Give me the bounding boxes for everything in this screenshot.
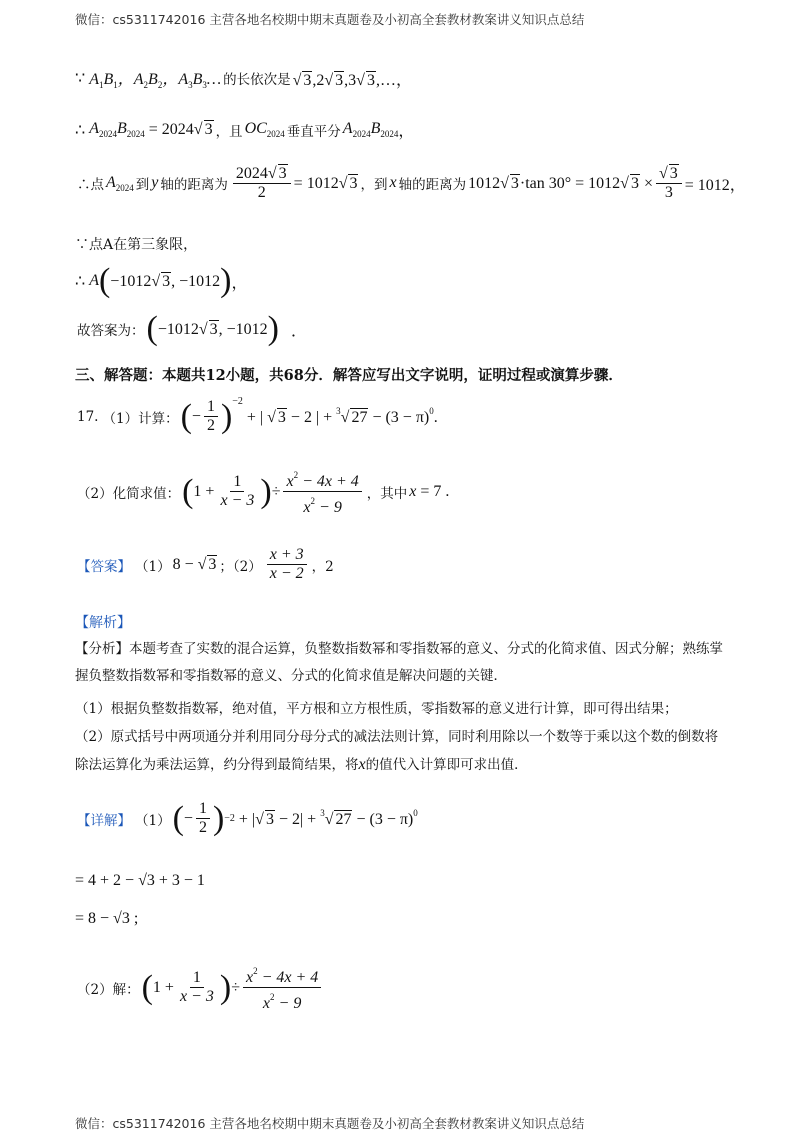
because-symbol: ∵ <box>75 70 90 87</box>
detail-part2: （2）解： ( 1 + $\frac{1}{x - 3}$ ) ÷ $\frac{x^2 - 4x + 4}{x^2 - 9}$ <box>75 962 324 1013</box>
analysis-para3: （2）原式括号中两项通分并利用同分母分式的减法法则计算，同时利用除以一个数等于乘以这个数的倒数将除法运算化为乘法运算，约分得到最简结果，将x的值代入计算即可求出值． <box>75 729 719 773</box>
line-lengths: ∵ $A_1B_1$，$A_2B_2$，$A_3B_3\dots$ 的长依次是 √ 3,2√ 3,3√ 3,…， <box>75 66 412 90</box>
detail-step2: = 8 − √3 ; <box>75 910 139 927</box>
answer-line: 【答案】 （1） 8 − √ 3 ；（2） $\frac{x + 3}{x - 2}$ ，2 <box>77 546 334 582</box>
length-sequence: √ 3,2√ 3,3√ 3,…， <box>292 71 412 89</box>
detail-step1: = 4 + 2 − √3 + 3 − 1 <box>75 872 205 889</box>
line-final-answer: 故答案为： ( −1012√ 3, −1012 ) ． <box>77 310 308 347</box>
analysis-para2: （1）根据负整数指数幂，绝对值，平方根和立方根性质，零指数幂的意义进行计算，即可得出结果； <box>75 701 678 717</box>
line-point-a: ∴ A ( −1012√ 3, −1012 ) ， <box>75 262 248 299</box>
q17-part2: （2）化简求值： ( 1 + $\frac{1}{x - 3}$ ) ÷ $\frac{x^2 - 4x + 4}{x^2 - 9}$ ，其中 x = 7 . <box>75 466 449 517</box>
q17-part1: 17. （1）计算： ( − $\frac{1}{2}$ ) −2 + | √ 3 − 2 | + $^3$√ $27 - (3 - \pi)^0$. <box>77 396 438 435</box>
section-title: 三、解答题：本题共12小题，共68分．解答应写出文字说明，证明过程或演算步骤． <box>75 367 623 384</box>
segment-list: $A_1B_1$，$A_2B_2$，$A_3B_3\dots$ <box>89 71 222 90</box>
analysis-label: 【解析】 <box>75 615 131 631</box>
line-third-quadrant: ∵点A在第三象限， <box>75 237 198 253</box>
detail-line: 【详解】 （1） ( − $\frac{1}{2}$ ) −2 + |√ 3 − 2| + $^3$√ $27 - (3 - \pi)^0$ <box>77 799 418 837</box>
fraction-2024sqrt3-over-2: $\frac{2024√ 3}{2}$ <box>233 164 291 202</box>
line-a2024: ∴ $A_{2024}B_{2024}$ = 2024√ 3 ，且 $OC_{2024}$ 垂直平分 $A_{2024}B_{2024}$ ， <box>75 120 415 140</box>
fraction-sqrt3-over-3: $\frac{√ 3}{3}$ <box>656 164 682 202</box>
page-header: 微信：cs5311742016 主营各地名校期中期末真题卷及小初高全套教材教案讲义知识点总结 <box>75 12 585 27</box>
line-distances: ∴点 $A_{2024}$ 到 y 轴的距离为 $\frac{2024√ 3}{2}$ = 1012√ 3 ，到 x 轴的距离为 1012√ 3·tan 30° = 1012√ 3 × $\frac{√ 3}{3}$ = 1012， <box>77 165 746 201</box>
page-footer: 微信：cs5311742016 主营各地名校期中期末真题卷及小初高全套教材教案讲义知识点总结 <box>75 1116 585 1131</box>
analysis-para1: 【分析】本题考查了实数的混合运算，负整数指数幂和零指数幂的意义、分式的化简求值、因式分解；熟练掌握负整数指数幂和零指数幂的意义、分式的化简求值是解决问题的关键． <box>75 641 723 684</box>
